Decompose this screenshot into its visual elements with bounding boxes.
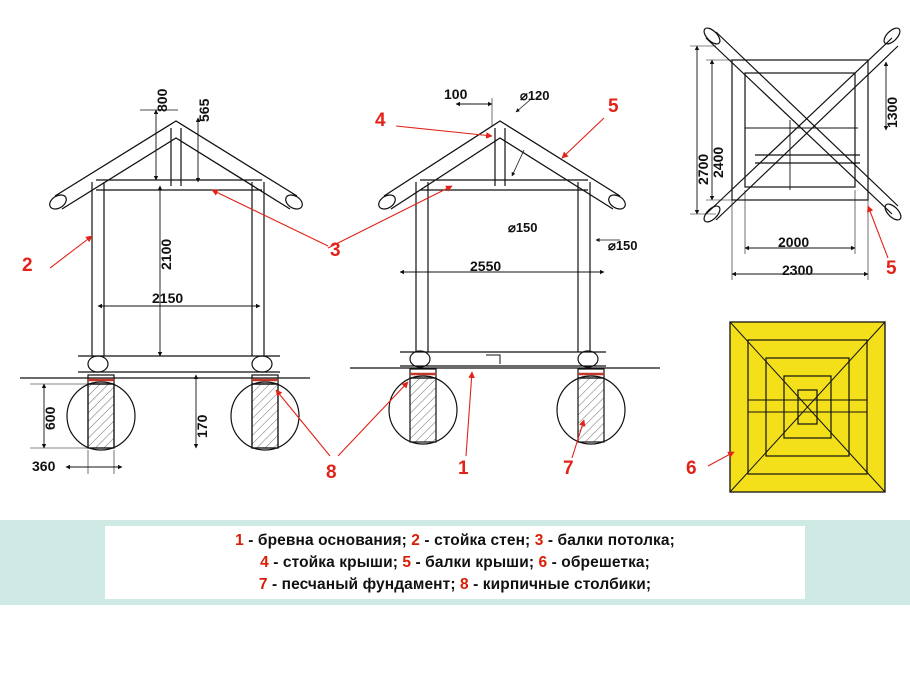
dim-100: 100: [444, 86, 468, 102]
lattice-view: [730, 322, 885, 492]
callout-4: 4: [375, 110, 386, 131]
bottom-white-strip: [0, 605, 910, 683]
callout-3: 3: [330, 240, 341, 261]
dim-170: 170: [194, 414, 210, 438]
dim-2150: 2150: [152, 290, 184, 306]
dim-diam-120: ⌀120: [520, 88, 550, 103]
callout-5-plan: 5: [886, 258, 897, 279]
callout-6: 6: [686, 458, 697, 479]
dim-2000: 2000: [778, 234, 810, 250]
legend-num-8: 8: [460, 575, 469, 593]
dim-2300: 2300: [782, 262, 814, 278]
legend-text-box: [105, 526, 805, 599]
dim-2550: 2550: [470, 258, 502, 274]
dim-800: 800: [154, 88, 170, 112]
legend-text-5: - балки крыши;: [411, 553, 539, 571]
legend-num-2: 2: [411, 531, 420, 549]
dim-1300: 1300: [884, 96, 900, 128]
callout-7: 7: [563, 458, 574, 479]
legend-text-3: - балки потолка;: [543, 531, 675, 549]
middle-elevation: [350, 98, 660, 444]
legend-text-6: - обрешетка;: [547, 553, 650, 571]
legend-num-3: 3: [534, 531, 544, 549]
legend-line-1: [235, 532, 675, 550]
legend-num-4: 4: [260, 553, 269, 571]
callout-8: 8: [326, 462, 337, 483]
legend-text-2: - стойка стен;: [420, 531, 535, 549]
legend-line-3: [259, 576, 651, 594]
dim-565: 565: [196, 98, 212, 122]
legend-text-8: - кирпичные столбики;: [468, 575, 652, 593]
dim-2400: 2400: [710, 146, 726, 178]
dim-2700: 2700: [695, 153, 711, 185]
dim-2100: 2100: [158, 238, 174, 270]
legend-panel: [0, 520, 910, 605]
legend-text-7: - песчаный фундамент;: [267, 575, 460, 593]
legend-text-4: - стойка крыши;: [268, 553, 403, 571]
callout-1: 1: [458, 458, 469, 479]
legend-num-7: 7: [258, 575, 268, 593]
dim-360: 360: [32, 458, 56, 474]
legend-num-5: 5: [402, 553, 412, 571]
legend-text-1: - бревна основания;: [243, 531, 412, 549]
callout-2: 2: [22, 255, 33, 276]
callout-5-roof: 5: [608, 96, 619, 117]
legend-num-6: 6: [538, 553, 548, 571]
dim-diam-150-post: ⌀150: [508, 220, 538, 235]
legend-num-1: 1: [235, 531, 244, 549]
dim-diam-150-wall: ⌀150: [608, 238, 638, 253]
legend-line-2: [260, 554, 650, 572]
dim-600: 600: [42, 406, 58, 430]
